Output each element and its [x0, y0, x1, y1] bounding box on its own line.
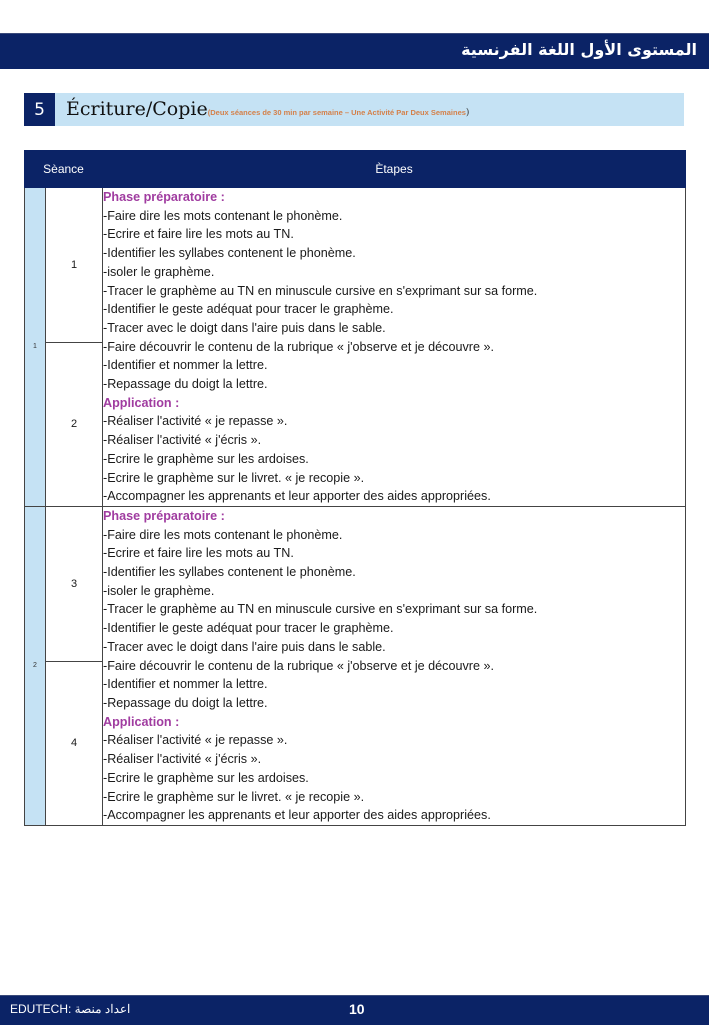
step-line: -Réaliser l'activité « j'écris ». — [103, 433, 262, 448]
steps-cell — [103, 506, 686, 825]
step-line: -Repassage du doigt la lettre. — [103, 377, 268, 392]
footer-credit: EDUTECH: اعداد منصة — [10, 1002, 131, 1016]
step-line: -Identifier et nommer la lettre. — [103, 677, 268, 692]
step-line: -Ecrire le graphème sur les ardoises. — [103, 451, 309, 466]
step-line: -Identifier le geste adéquat pour tracer le graphème. — [103, 621, 394, 636]
step-line: -Repassage du doigt la lettre. — [103, 695, 268, 710]
step-line: -Accompagner les apprenants et leur apporter des aides appropriées. — [103, 808, 491, 823]
step-line: -Ecrire le graphème sur le livret. « je recopie ». — [103, 789, 365, 804]
step-line: -Ecrire et faire lire les mots au TN. — [103, 546, 294, 561]
step-line: -Identifier le geste adéquat pour tracer le graphème. — [103, 302, 394, 317]
section-subtitle-close: ) — [465, 108, 470, 118]
header-etapes: Ètapes — [103, 151, 686, 188]
steps-cell — [103, 188, 686, 507]
step-line: -Faire découvrir le contenu de la rubrique « j'observe et je découvre ». — [103, 658, 494, 673]
step-line: -Accompagner les apprenants et leur apporter des aides appropriées. — [103, 489, 491, 504]
section-number: 5 — [24, 93, 55, 126]
footer-band — [0, 995, 709, 1025]
step-line: -Réaliser l'activité « j'écris ». — [103, 752, 262, 767]
step-line: -Identifier et nommer la lettre. — [103, 358, 268, 373]
steps-table — [24, 150, 686, 826]
step-line: -Faire dire les mots contenant le phonème. — [103, 208, 343, 223]
step-line: -Réaliser l'activité « je repasse ». — [103, 733, 288, 748]
section-title-text: Écriture/Copie — [66, 98, 208, 120]
step-line: -Faire découvrir le contenu de la rubrique « j'observe et je découvre ». — [103, 339, 494, 354]
page-number: 10 — [349, 1001, 365, 1017]
step-line: -Ecrire le graphème sur les ardoises. — [103, 770, 309, 785]
phase-heading: Phase préparatoire : — [103, 190, 225, 204]
step-line: -isoler le graphème. — [103, 583, 215, 598]
seance-cell: 3 — [46, 506, 103, 661]
table-row — [25, 506, 686, 661]
header-seance: Sèance — [25, 151, 103, 188]
section-title — [66, 98, 469, 120]
table-header-row — [25, 151, 686, 188]
step-line: -Tracer le graphème au TN en minuscule cursive en s'exprimant sur sa forme. — [103, 283, 538, 298]
phase-heading: Phase préparatoire : — [103, 508, 225, 523]
header-title: المستوى الأول اللغة الفرنسية — [461, 40, 697, 59]
step-line: -Tracer le graphème au TN en minuscule cursive en s'exprimant sur sa forme. — [103, 602, 538, 617]
phase-heading: Application : — [103, 714, 180, 729]
step-line: -Tracer avec le doigt dans l'aire puis dans le sable. — [103, 320, 386, 335]
step-line: -Faire dire les mots contenant le phonème. — [103, 527, 343, 542]
phase-heading: Application : — [103, 395, 180, 410]
step-line: -Identifier les syllabes contenent le phonème. — [103, 565, 356, 580]
step-line: -isoler le graphème. — [103, 264, 215, 279]
step-line: -Identifier les syllabes contenent le phonème. — [103, 246, 356, 261]
week-cell: 2 — [25, 506, 46, 825]
step-line: -Réaliser l'activité « je repasse ». — [103, 414, 288, 429]
top-header-band — [0, 33, 709, 69]
step-line: -Ecrire et faire lire les mots au TN. — [103, 227, 294, 242]
step-line: -Ecrire le graphème sur le livret. « je recopie ». — [103, 470, 365, 485]
step-line: -Tracer avec le doigt dans l'aire puis dans le sable. — [103, 639, 386, 654]
seance-cell: 1 — [46, 188, 103, 343]
table-row — [25, 188, 686, 343]
week-cell: 1 — [25, 188, 46, 507]
seance-cell: 4 — [46, 661, 103, 825]
section-title-bar — [24, 93, 684, 126]
seance-cell: 2 — [46, 342, 103, 506]
section-subtitle: (Deux séances de 30 min par semaine – Une Activité Par Deux Semaines — [207, 108, 466, 117]
